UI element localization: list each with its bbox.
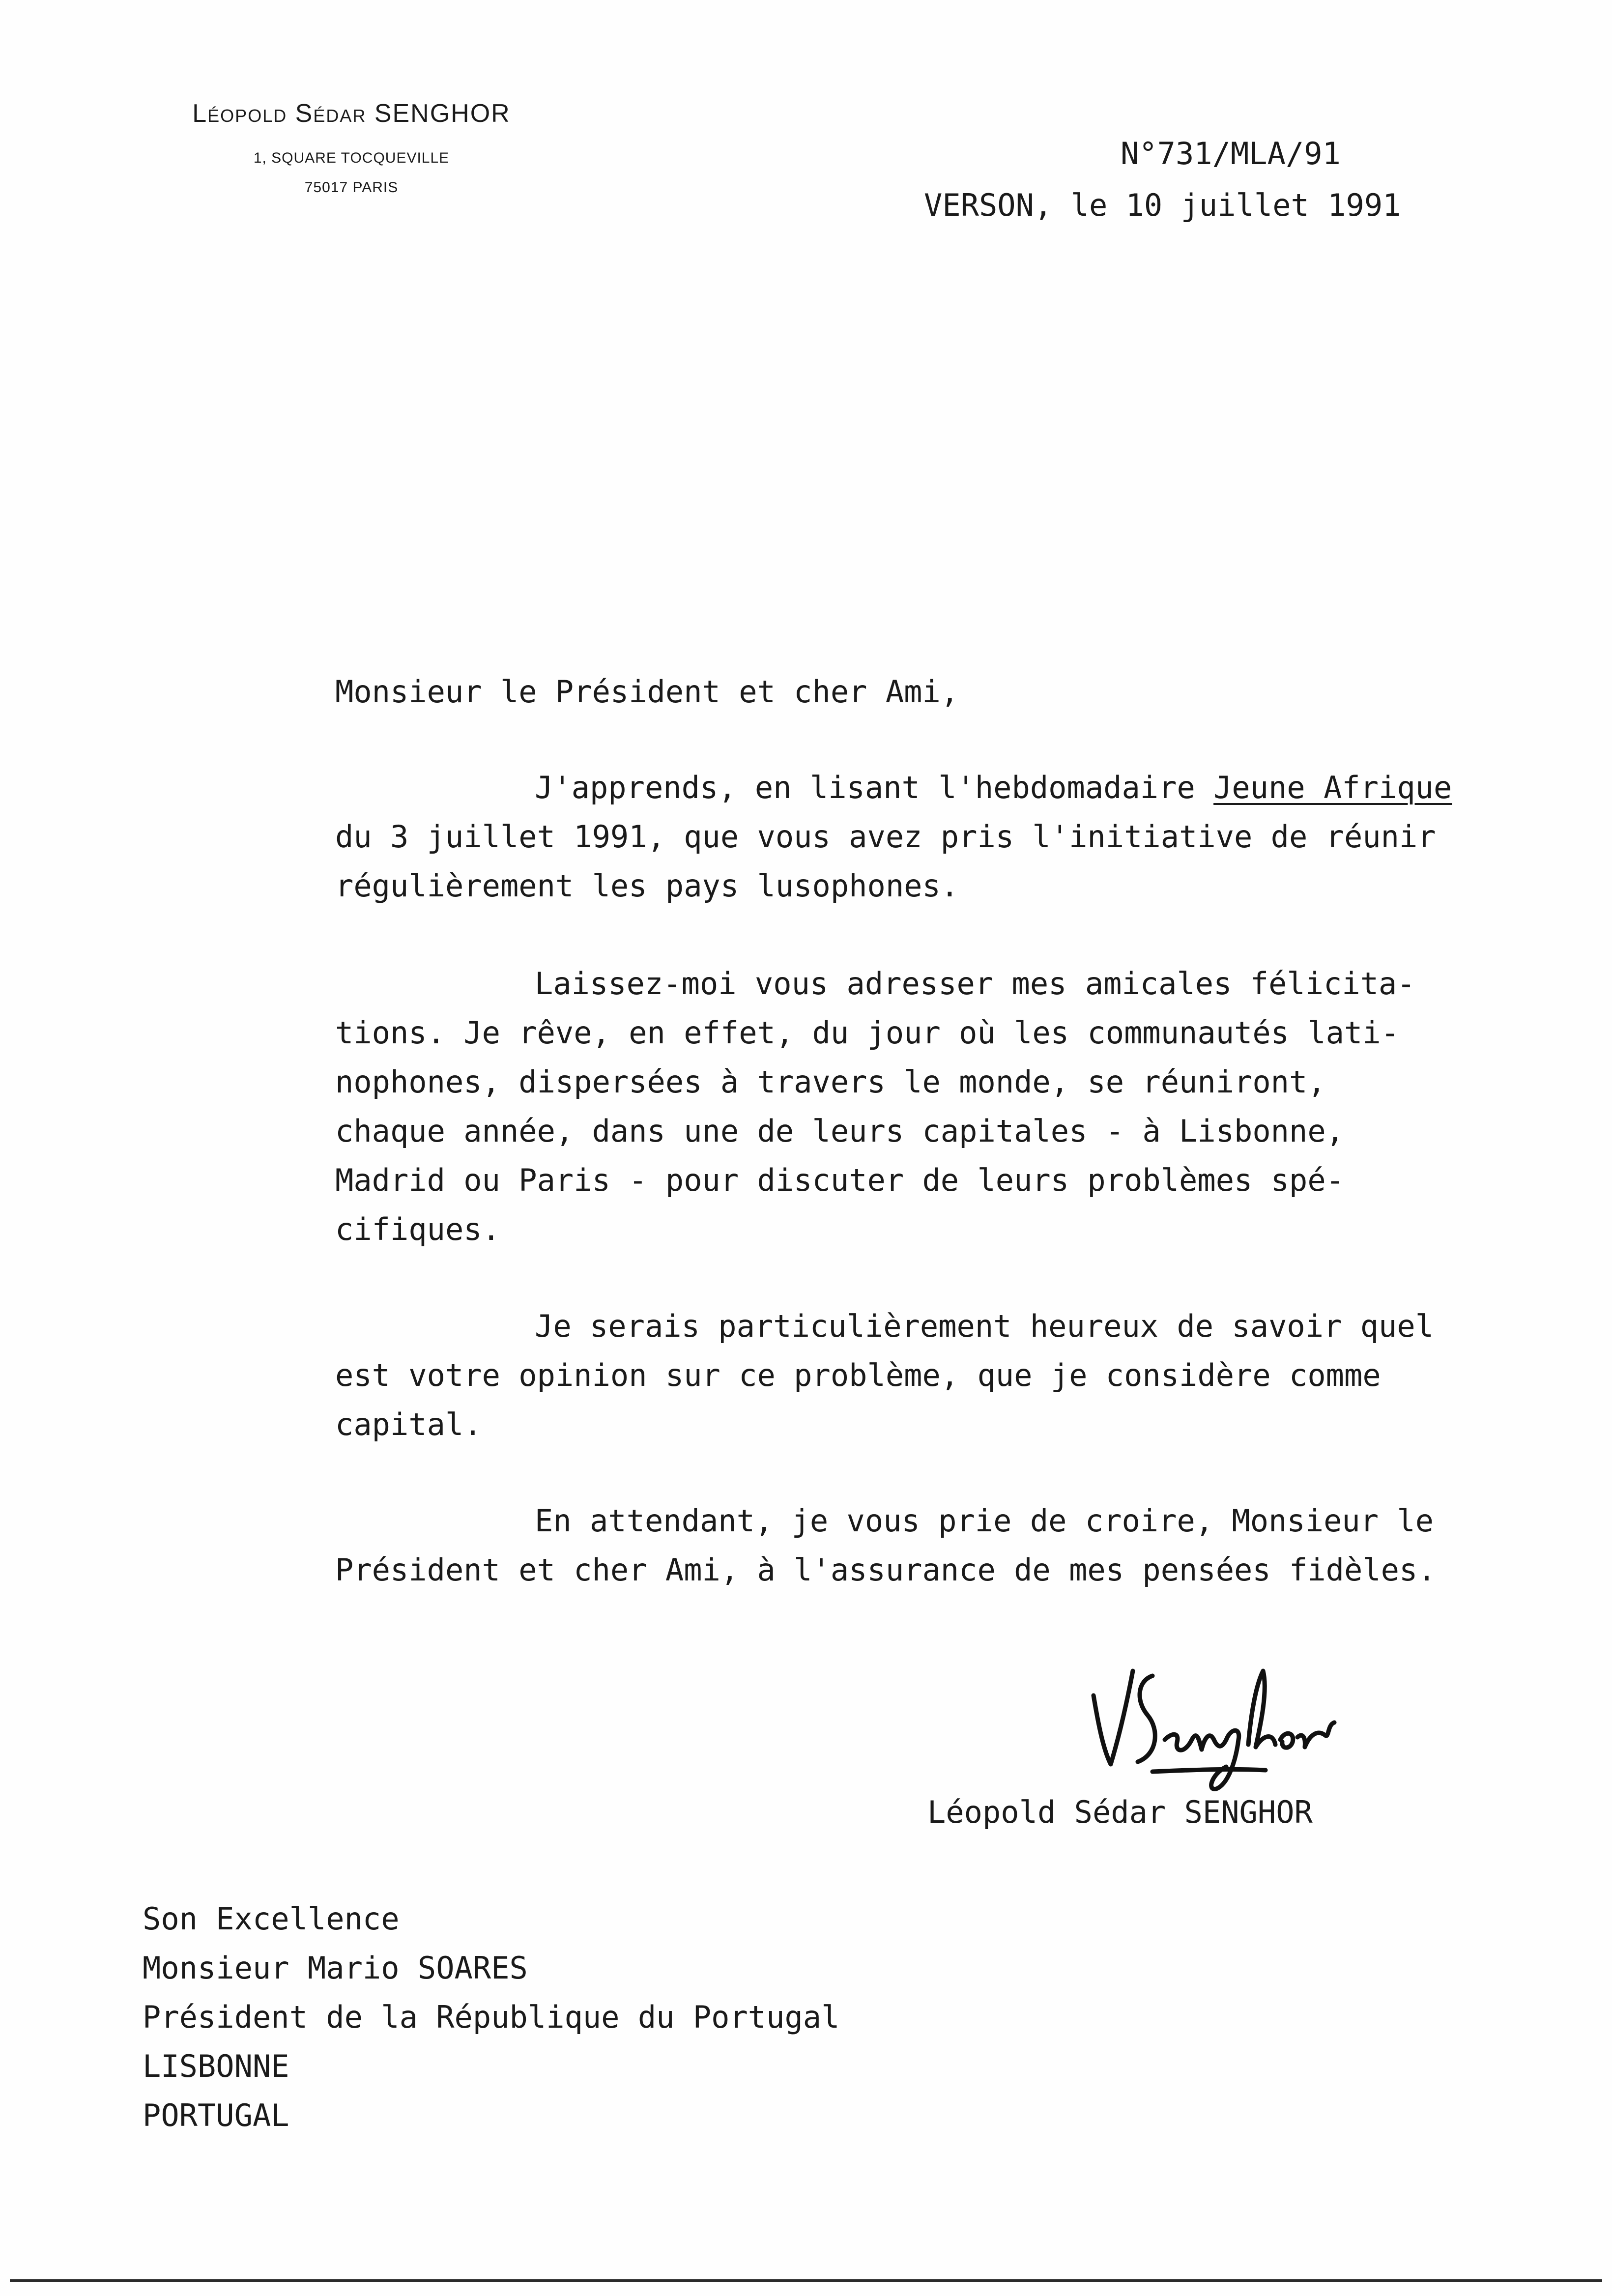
paragraph-2-line-2: tions. Je rêve, en effet, du jour où les communautés lati-	[335, 1015, 1399, 1051]
letterhead-name: Léopold Sédar SENGHOR	[192, 99, 511, 128]
signer-name: Léopold Sédar SENGHOR	[927, 1794, 1313, 1830]
recipient-line-2: Monsieur Mario SOARES	[143, 1950, 528, 1986]
paragraph-1-line-1	[335, 763, 1525, 812]
salutation: Monsieur le Président et cher Ami,	[335, 674, 959, 710]
paragraph-1-line-3: régulièrement les pays lusophones.	[335, 868, 959, 904]
paragraph-4-line-1: En attendant, je vous prie de croire, Monsieur le	[535, 1503, 1434, 1539]
letterhead-address-line2: 75017 PARIS	[304, 179, 399, 196]
paragraph-3-line-1: Je serais particulièrement heureux de savoir quel	[535, 1308, 1434, 1344]
paragraph-4	[335, 1496, 1525, 1595]
paragraph-2-line-6: cifiques.	[335, 1211, 500, 1247]
handwritten-signature	[1079, 1641, 1344, 1804]
paragraph-1-line-1-text: J'apprends, en lisant l'hebdomadaire	[535, 770, 1214, 805]
paragraph-1	[335, 763, 1525, 911]
salutation-block	[335, 667, 1525, 717]
paragraph-2-line-5: Madrid ou Paris - pour discuter de leurs problèmes spé-	[335, 1162, 1344, 1198]
recipient-block	[143, 1894, 839, 2140]
publication-title: Jeune Afrique	[1213, 770, 1452, 805]
paragraph-2-line-1: Laissez-moi vous adresser mes amicales félicita-	[535, 966, 1415, 1002]
reference-number: N°731/MLA/91	[1121, 136, 1341, 172]
paragraph-2-line-3: nophones, dispersées à travers le monde, se réuniront,	[335, 1064, 1326, 1100]
paragraph-2	[335, 959, 1525, 1254]
place-date: VERSON, le 10 juillet 1991	[924, 187, 1401, 223]
paragraph-3-line-3: capital.	[335, 1406, 482, 1442]
recipient-line-4: LISBONNE	[143, 2048, 289, 2084]
recipient-line-3: Président de la République du Portugal	[143, 1999, 840, 2035]
recipient-line-5: PORTUGAL	[143, 2097, 289, 2133]
letterhead	[125, 101, 577, 210]
letterhead-address-line1: 1, SQUARE TOCQUEVILLE	[253, 150, 450, 166]
recipient-line-1: Son Excellence	[143, 1901, 400, 1937]
paragraph-3-line-2: est votre opinion sur ce problème, que je considère comme	[335, 1357, 1381, 1393]
paragraph-2-line-4: chaque année, dans une de leurs capitales - à Lisbonne,	[335, 1113, 1344, 1149]
paragraph-1-line-2: du 3 juillet 1991, que vous avez pris l'initiative de réunir	[335, 819, 1436, 855]
bottom-edge-line	[10, 2279, 1602, 2282]
paragraph-4-line-2: Président et cher Ami, à l'assurance de mes pensées fidèles.	[335, 1552, 1436, 1588]
paragraph-3	[335, 1302, 1525, 1449]
